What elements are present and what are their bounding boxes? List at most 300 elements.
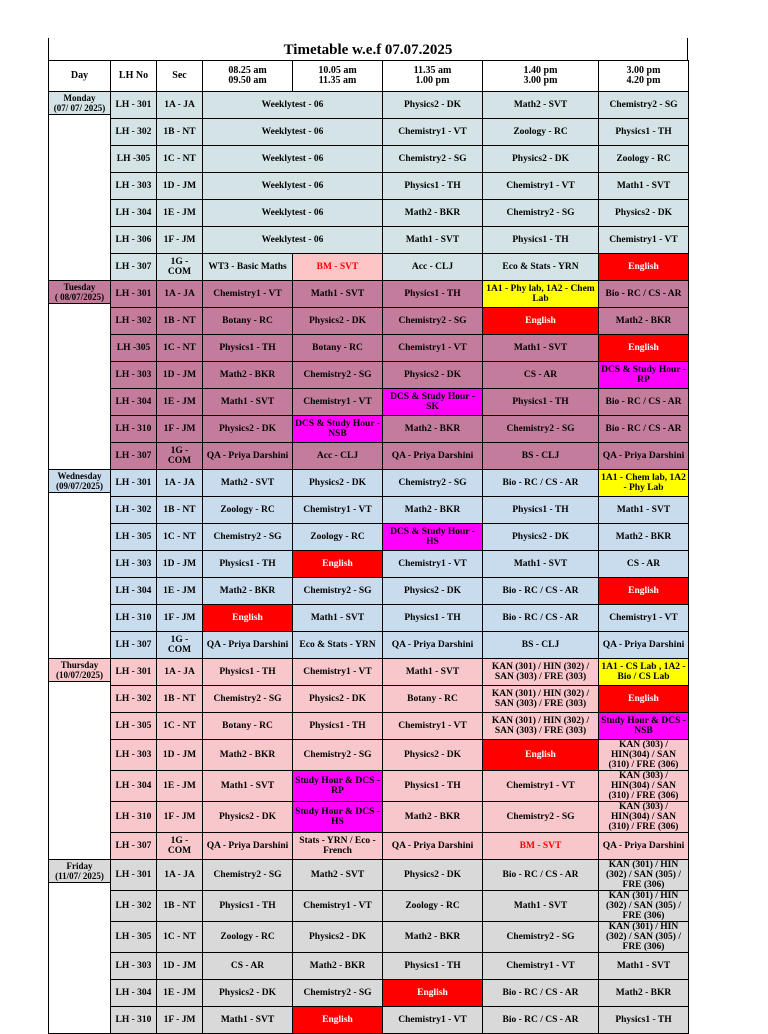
timetable-table — [48, 60, 689, 1034]
table-row — [49, 416, 689, 443]
class-cell: 1A1 - Phy lab, 1A2 - Chem Lab — [483, 281, 599, 308]
class-cell: Math2 - BKR — [383, 497, 483, 524]
section-cell: 1A - JA — [157, 92, 203, 119]
section-cell: 1F - JM — [157, 802, 203, 833]
class-cell: Math2 - BKR — [293, 953, 383, 980]
day-label — [49, 659, 110, 682]
class-cell: Chemistry2 - SG — [293, 362, 383, 389]
class-cell: Eco & Stats - YRN — [293, 632, 383, 659]
class-cell: CS - AR — [203, 953, 293, 980]
class-cell: Physics1 - TH — [383, 605, 483, 632]
class-cell: Bio - RC / CS - AR — [483, 860, 599, 891]
class-cell: QA - Priya Darshini — [383, 443, 483, 470]
class-cell: BS - CLJ — [483, 632, 599, 659]
table-row — [49, 891, 689, 922]
class-cell: Chemistry1 - VT — [599, 605, 689, 632]
section-cell: 1G - COM — [157, 833, 203, 860]
class-cell: Physics2 - DK — [483, 524, 599, 551]
class-cell: Chemistry1 - VT — [383, 335, 483, 362]
table-row — [49, 632, 689, 659]
class-cell: Zoology - RC — [203, 497, 293, 524]
table-row — [49, 740, 689, 771]
class-cell: Chemistry2 - SG — [203, 686, 293, 713]
section-cell: 1C - NT — [157, 146, 203, 173]
class-cell: Physics1 - TH — [483, 497, 599, 524]
class-cell: BM - SVT — [293, 254, 383, 281]
header-sec: Sec — [157, 61, 203, 92]
period-4-end: 3.00 pm — [523, 75, 558, 86]
class-cell: Math2 - SVT — [203, 470, 293, 497]
class-cell: Physics2 - DK — [383, 740, 483, 771]
table-row — [49, 254, 689, 281]
class-cell: Physics2 - DK — [383, 92, 483, 119]
section-cell: 1A - JA — [157, 470, 203, 497]
class-cell: KAN (301) / HIN (302) / SAN (305) / FRE (306) — [599, 860, 689, 891]
class-cell: English — [599, 578, 689, 605]
class-cell: Math1 - SVT — [203, 771, 293, 802]
class-cell: Physics2 - DK — [203, 802, 293, 833]
class-cell: Chemistry2 - SG — [599, 92, 689, 119]
section-cell: 1D - JM — [157, 362, 203, 389]
class-cell: Math1 - SVT — [483, 551, 599, 578]
lh-no-cell: LH - 303 — [111, 173, 157, 200]
table-row — [49, 362, 689, 389]
day-name: Monday — [63, 93, 96, 103]
table-row — [49, 92, 689, 119]
class-cell: Weeklytest - 06 — [203, 173, 383, 200]
class-cell: Math2 - BKR — [203, 362, 293, 389]
class-cell: Math1 - SVT — [383, 227, 483, 254]
period-2-start: 10.05 am — [318, 65, 357, 76]
class-cell: Physics2 - DK — [203, 416, 293, 443]
class-cell: Physics1 - TH — [483, 227, 599, 254]
class-cell: Math2 - SVT — [483, 92, 599, 119]
class-cell: Physics1 - TH — [203, 551, 293, 578]
class-cell: Chemistry1 - VT — [483, 953, 599, 980]
class-cell: Weeklytest - 06 — [203, 200, 383, 227]
class-cell: Stats - YRN / Eco - French — [293, 833, 383, 860]
lh-no-cell: LH - 302 — [111, 686, 157, 713]
class-cell: Botany - RC — [293, 335, 383, 362]
lh-no-cell: LH - 310 — [111, 416, 157, 443]
lh-no-cell: LH - 305 — [111, 922, 157, 953]
table-row — [49, 659, 689, 686]
lh-no-cell: LH - 302 — [111, 308, 157, 335]
class-cell: Physics2 - DK — [203, 980, 293, 1007]
class-cell: QA - Priya Darshini — [599, 833, 689, 860]
table-row — [49, 173, 689, 200]
section-cell: 1D - JM — [157, 740, 203, 771]
class-cell: Chemistry1 - VT — [383, 713, 483, 740]
header-period-4 — [483, 61, 599, 92]
lh-no-cell: LH - 304 — [111, 771, 157, 802]
class-cell: Chemistry2 - SG — [293, 740, 383, 771]
header-lh-no: LH No — [111, 61, 157, 92]
class-cell: Chemistry2 - SG — [483, 802, 599, 833]
lh-no-cell: LH - 301 — [111, 659, 157, 686]
day-date: (09/07/2025) — [56, 481, 103, 491]
section-cell: 1A - JA — [157, 281, 203, 308]
table-row — [49, 1007, 689, 1034]
class-cell: WT3 - Basic Maths — [203, 254, 293, 281]
class-cell: Math2 - BKR — [383, 922, 483, 953]
class-cell: Chemistry2 - SG — [383, 470, 483, 497]
class-cell: Math1 - SVT — [599, 173, 689, 200]
class-cell: Chemistry1 - VT — [483, 173, 599, 200]
class-cell: Chemistry2 - SG — [203, 860, 293, 891]
class-cell: Math2 - BKR — [599, 308, 689, 335]
section-cell: 1B - NT — [157, 891, 203, 922]
class-cell: Study Hour & DCS - HS — [293, 802, 383, 833]
table-row — [49, 146, 689, 173]
table-row — [49, 227, 689, 254]
section-cell: 1E - JM — [157, 200, 203, 227]
header-period-5 — [599, 61, 689, 92]
class-cell: Chemistry2 - SG — [483, 200, 599, 227]
class-cell: Chemistry1 - VT — [383, 119, 483, 146]
class-cell: Acc - CLJ — [293, 443, 383, 470]
lh-no-cell: LH - 304 — [111, 980, 157, 1007]
class-cell: QA - Priya Darshini — [203, 632, 293, 659]
class-cell: English — [599, 686, 689, 713]
class-cell: Physics1 - TH — [383, 173, 483, 200]
header-day: Day — [49, 61, 111, 92]
lh-no-cell: LH - 302 — [111, 119, 157, 146]
class-cell: Math2 - SVT — [293, 860, 383, 891]
period-4-start: 1.40 pm — [523, 65, 558, 76]
class-cell: Zoology - RC — [293, 524, 383, 551]
lh-no-cell: LH - 304 — [111, 578, 157, 605]
class-cell: Physics1 - TH — [483, 389, 599, 416]
class-cell: English — [483, 740, 599, 771]
table-row — [49, 686, 689, 713]
class-cell: Math1 - SVT — [293, 281, 383, 308]
class-cell: Physics1 - TH — [203, 335, 293, 362]
table-row — [49, 922, 689, 953]
lh-no-cell: LH - 303 — [111, 362, 157, 389]
class-cell: Bio - RC / CS - AR — [483, 605, 599, 632]
class-cell: Chemistry2 - SG — [483, 416, 599, 443]
class-cell: Weeklytest - 06 — [203, 227, 383, 254]
class-cell: Zoology - RC — [599, 146, 689, 173]
class-cell: Zoology - RC — [383, 891, 483, 922]
class-cell: Chemistry2 - SG — [293, 578, 383, 605]
class-cell: Math2 - BKR — [383, 802, 483, 833]
class-cell: Weeklytest - 06 — [203, 119, 383, 146]
section-cell: 1F - JM — [157, 605, 203, 632]
section-cell: 1C - NT — [157, 335, 203, 362]
class-cell: Math1 - SVT — [293, 605, 383, 632]
class-cell: Physics1 - TH — [599, 119, 689, 146]
class-cell: Weeklytest - 06 — [203, 92, 383, 119]
class-cell: Physics1 - TH — [203, 891, 293, 922]
lh-no-cell: LH - 307 — [111, 254, 157, 281]
class-cell: Botany - RC — [203, 308, 293, 335]
class-cell: Math1 - SVT — [599, 497, 689, 524]
lh-no-cell: LH - 310 — [111, 1007, 157, 1034]
section-cell: 1F - JM — [157, 227, 203, 254]
section-cell: 1D - JM — [157, 173, 203, 200]
table-row — [49, 308, 689, 335]
class-cell: Chemistry1 - VT — [293, 389, 383, 416]
table-row — [49, 713, 689, 740]
header-period-2 — [293, 61, 383, 92]
table-row — [49, 578, 689, 605]
class-cell: QA - Priya Darshini — [383, 833, 483, 860]
class-cell: Physics2 - DK — [383, 860, 483, 891]
class-cell: English — [599, 254, 689, 281]
class-cell: QA - Priya Darshini — [599, 632, 689, 659]
class-cell: 1A1 - CS Lab , 1A2 - Bio / CS Lab — [599, 659, 689, 686]
table-row — [49, 443, 689, 470]
table-row — [49, 833, 689, 860]
class-cell: Physics2 - DK — [483, 146, 599, 173]
period-3-start: 11.35 am — [413, 65, 452, 76]
class-cell: DCS & Study Hour - HS — [383, 524, 483, 551]
class-cell: Physics2 - DK — [293, 308, 383, 335]
section-cell: 1C - NT — [157, 524, 203, 551]
table-row — [49, 980, 689, 1007]
table-row — [49, 389, 689, 416]
lh-no-cell: LH - 302 — [111, 891, 157, 922]
class-cell: Math2 - BKR — [203, 740, 293, 771]
lh-no-cell: LH - 301 — [111, 860, 157, 891]
class-cell: Zoology - RC — [203, 922, 293, 953]
lh-no-cell: LH - 310 — [111, 802, 157, 833]
table-row — [49, 551, 689, 578]
section-cell: 1G - COM — [157, 443, 203, 470]
class-cell: KAN (301) / HIN (302) / SAN (305) / FRE (306) — [599, 922, 689, 953]
lh-no-cell: LH - 301 — [111, 281, 157, 308]
header-row — [49, 61, 689, 92]
table-row — [49, 860, 689, 891]
lh-no-cell: LH -305 — [111, 146, 157, 173]
class-cell: QA - Priya Darshini — [383, 632, 483, 659]
lh-no-cell: LH - 310 — [111, 605, 157, 632]
section-cell: 1B - NT — [157, 686, 203, 713]
class-cell: English — [483, 308, 599, 335]
lh-no-cell: LH -305 — [111, 335, 157, 362]
section-cell: 1B - NT — [157, 497, 203, 524]
class-cell: Physics2 - DK — [599, 200, 689, 227]
class-cell: Chemistry1 - VT — [203, 281, 293, 308]
lh-no-cell: LH - 307 — [111, 443, 157, 470]
table-row — [49, 335, 689, 362]
class-cell: Chemistry1 - VT — [383, 1007, 483, 1034]
lh-no-cell: LH - 301 — [111, 92, 157, 119]
lh-no-cell: LH - 303 — [111, 953, 157, 980]
day-cell — [49, 659, 111, 860]
class-cell: KAN (303) / HIN(304) / SAN (310) / FRE (306) — [599, 802, 689, 833]
class-cell: Math2 - BKR — [203, 578, 293, 605]
class-cell: English — [383, 980, 483, 1007]
class-cell: Physics1 - TH — [293, 713, 383, 740]
class-cell: Study Hour & DCS - NSB — [599, 713, 689, 740]
day-date: (10/07/2025) — [56, 670, 103, 680]
lh-no-cell: LH - 307 — [111, 833, 157, 860]
day-cell — [49, 860, 111, 1034]
class-cell: Acc - CLJ — [383, 254, 483, 281]
period-2-end: 11.35 am — [318, 75, 357, 86]
class-cell: Math2 - BKR — [599, 524, 689, 551]
class-cell: Bio - RC / CS - AR — [599, 416, 689, 443]
class-cell: QA - Priya Darshini — [599, 443, 689, 470]
class-cell: KAN (301) / HIN (302) / SAN (303) / FRE (303) — [483, 659, 599, 686]
class-cell: English — [293, 551, 383, 578]
class-cell: QA - Priya Darshini — [203, 833, 293, 860]
section-cell: 1F - JM — [157, 1007, 203, 1034]
section-cell: 1C - NT — [157, 922, 203, 953]
class-cell: Chemistry1 - VT — [383, 551, 483, 578]
class-cell: Physics2 - DK — [293, 922, 383, 953]
day-cell — [49, 92, 111, 281]
section-cell: 1F - JM — [157, 416, 203, 443]
table-row — [49, 802, 689, 833]
class-cell: CS - AR — [599, 551, 689, 578]
class-cell: Bio - RC / CS - AR — [483, 980, 599, 1007]
table-row — [49, 953, 689, 980]
table-row — [49, 605, 689, 632]
table-row — [49, 200, 689, 227]
timetable-title: Timetable w.e.f 07.07.2025 — [48, 38, 688, 60]
table-row — [49, 470, 689, 497]
day-date: (07/ 07/ 2025) — [53, 103, 106, 113]
day-date: ( 08/07/2025) — [54, 292, 105, 302]
class-cell: Math1 - SVT — [383, 659, 483, 686]
class-cell: Bio - RC / CS - AR — [483, 470, 599, 497]
class-cell: 1A1 - Chem lab, 1A2 - Phy Lab — [599, 470, 689, 497]
class-cell: Chemistry1 - VT — [293, 497, 383, 524]
lh-no-cell: LH - 305 — [111, 524, 157, 551]
section-cell: 1E - JM — [157, 389, 203, 416]
class-cell: Chemistry2 - SG — [203, 524, 293, 551]
class-cell: Physics1 - TH — [383, 281, 483, 308]
section-cell: 1E - JM — [157, 771, 203, 802]
lh-no-cell: LH - 307 — [111, 632, 157, 659]
class-cell: Chemistry2 - SG — [483, 922, 599, 953]
period-5-start: 3.00 pm — [626, 65, 661, 76]
table-row — [49, 281, 689, 308]
header-period-3 — [383, 61, 483, 92]
class-cell: DCS & Study Hour - SK — [383, 389, 483, 416]
lh-no-cell: LH - 303 — [111, 740, 157, 771]
section-cell: 1A - JA — [157, 860, 203, 891]
lh-no-cell: LH - 304 — [111, 200, 157, 227]
class-cell: DCS & Study Hour - NSB — [293, 416, 383, 443]
class-cell: Math2 - BKR — [383, 200, 483, 227]
timetable-body — [49, 92, 689, 1034]
class-cell: Physics2 - DK — [383, 362, 483, 389]
class-cell: DCS & Study Hour - RP — [599, 362, 689, 389]
table-row — [49, 771, 689, 802]
class-cell: Eco & Stats - YRN — [483, 254, 599, 281]
class-cell: Chemistry1 - VT — [293, 659, 383, 686]
section-cell: 1G - COM — [157, 254, 203, 281]
class-cell: Botany - RC — [383, 686, 483, 713]
section-cell: 1D - JM — [157, 953, 203, 980]
section-cell: 1E - JM — [157, 980, 203, 1007]
class-cell: Bio - RC / CS - AR — [599, 281, 689, 308]
class-cell: KAN (303) / HIN(304) / SAN (310) / FRE (306) — [599, 740, 689, 771]
class-cell: BM - SVT — [483, 833, 599, 860]
class-cell: KAN (301) / HIN (302) / SAN (305) / FRE (306) — [599, 891, 689, 922]
day-date: (11/07/ 2025) — [55, 871, 104, 881]
class-cell: Chemistry2 - SG — [383, 146, 483, 173]
class-cell: English — [599, 335, 689, 362]
day-name: Tuesday — [63, 282, 96, 292]
lh-no-cell: LH - 304 — [111, 389, 157, 416]
class-cell: KAN (301) / HIN (302) / SAN (303) / FRE (303) — [483, 686, 599, 713]
section-cell: 1B - NT — [157, 119, 203, 146]
class-cell: Physics1 - TH — [599, 1007, 689, 1034]
day-cell — [49, 470, 111, 659]
class-cell: Math1 - SVT — [599, 953, 689, 980]
class-cell: Physics1 - TH — [203, 659, 293, 686]
class-cell: Chemistry2 - SG — [293, 980, 383, 1007]
class-cell: CS - AR — [483, 362, 599, 389]
class-cell: Physics1 - TH — [383, 771, 483, 802]
section-cell: 1A - JA — [157, 659, 203, 686]
class-cell: Physics2 - DK — [383, 578, 483, 605]
period-5-end: 4.20 pm — [626, 75, 661, 86]
class-cell: Math1 - SVT — [483, 335, 599, 362]
section-cell: 1E - JM — [157, 578, 203, 605]
period-3-end: 1.00 pm — [415, 75, 450, 86]
day-name: Friday — [66, 861, 93, 871]
class-cell: Zoology - RC — [483, 119, 599, 146]
class-cell: Bio - RC / CS - AR — [483, 578, 599, 605]
class-cell: QA - Priya Darshini — [203, 443, 293, 470]
lh-no-cell: LH - 305 — [111, 713, 157, 740]
class-cell: KAN (301) / HIN (302) / SAN (303) / FRE (303) — [483, 713, 599, 740]
day-name: Thursday — [60, 660, 99, 670]
class-cell: Chemistry1 - VT — [599, 227, 689, 254]
day-name: Wednesday — [57, 471, 102, 481]
table-row — [49, 524, 689, 551]
day-cell — [49, 281, 111, 470]
class-cell: Math1 - SVT — [483, 891, 599, 922]
section-cell: 1B - NT — [157, 308, 203, 335]
day-label — [49, 860, 110, 883]
day-label — [49, 92, 110, 115]
lh-no-cell: LH - 302 — [111, 497, 157, 524]
class-cell: English — [203, 605, 293, 632]
class-cell: Chemistry1 - VT — [483, 771, 599, 802]
lh-no-cell: LH - 303 — [111, 551, 157, 578]
class-cell: English — [293, 1007, 383, 1034]
class-cell: Weeklytest - 06 — [203, 146, 383, 173]
period-1-start: 08.25 am — [228, 65, 267, 76]
class-cell: Botany - RC — [203, 713, 293, 740]
class-cell: Bio - RC / CS - AR — [599, 389, 689, 416]
header-period-1 — [203, 61, 293, 92]
class-cell: Study Hour & DCS - RP — [293, 771, 383, 802]
section-cell: 1G - COM — [157, 632, 203, 659]
class-cell: Math1 - SVT — [203, 1007, 293, 1034]
class-cell: BS - CLJ — [483, 443, 599, 470]
section-cell: 1C - NT — [157, 713, 203, 740]
class-cell: Math2 - BKR — [383, 416, 483, 443]
class-cell: Chemistry1 - VT — [293, 891, 383, 922]
lh-no-cell: LH - 301 — [111, 470, 157, 497]
table-row — [49, 497, 689, 524]
class-cell: Physics2 - DK — [293, 686, 383, 713]
section-cell: 1D - JM — [157, 551, 203, 578]
day-label — [49, 470, 110, 493]
class-cell: Bio - RC / CS - AR — [483, 1007, 599, 1034]
period-1-end: 09.50 am — [228, 75, 267, 86]
lh-no-cell: LH - 306 — [111, 227, 157, 254]
